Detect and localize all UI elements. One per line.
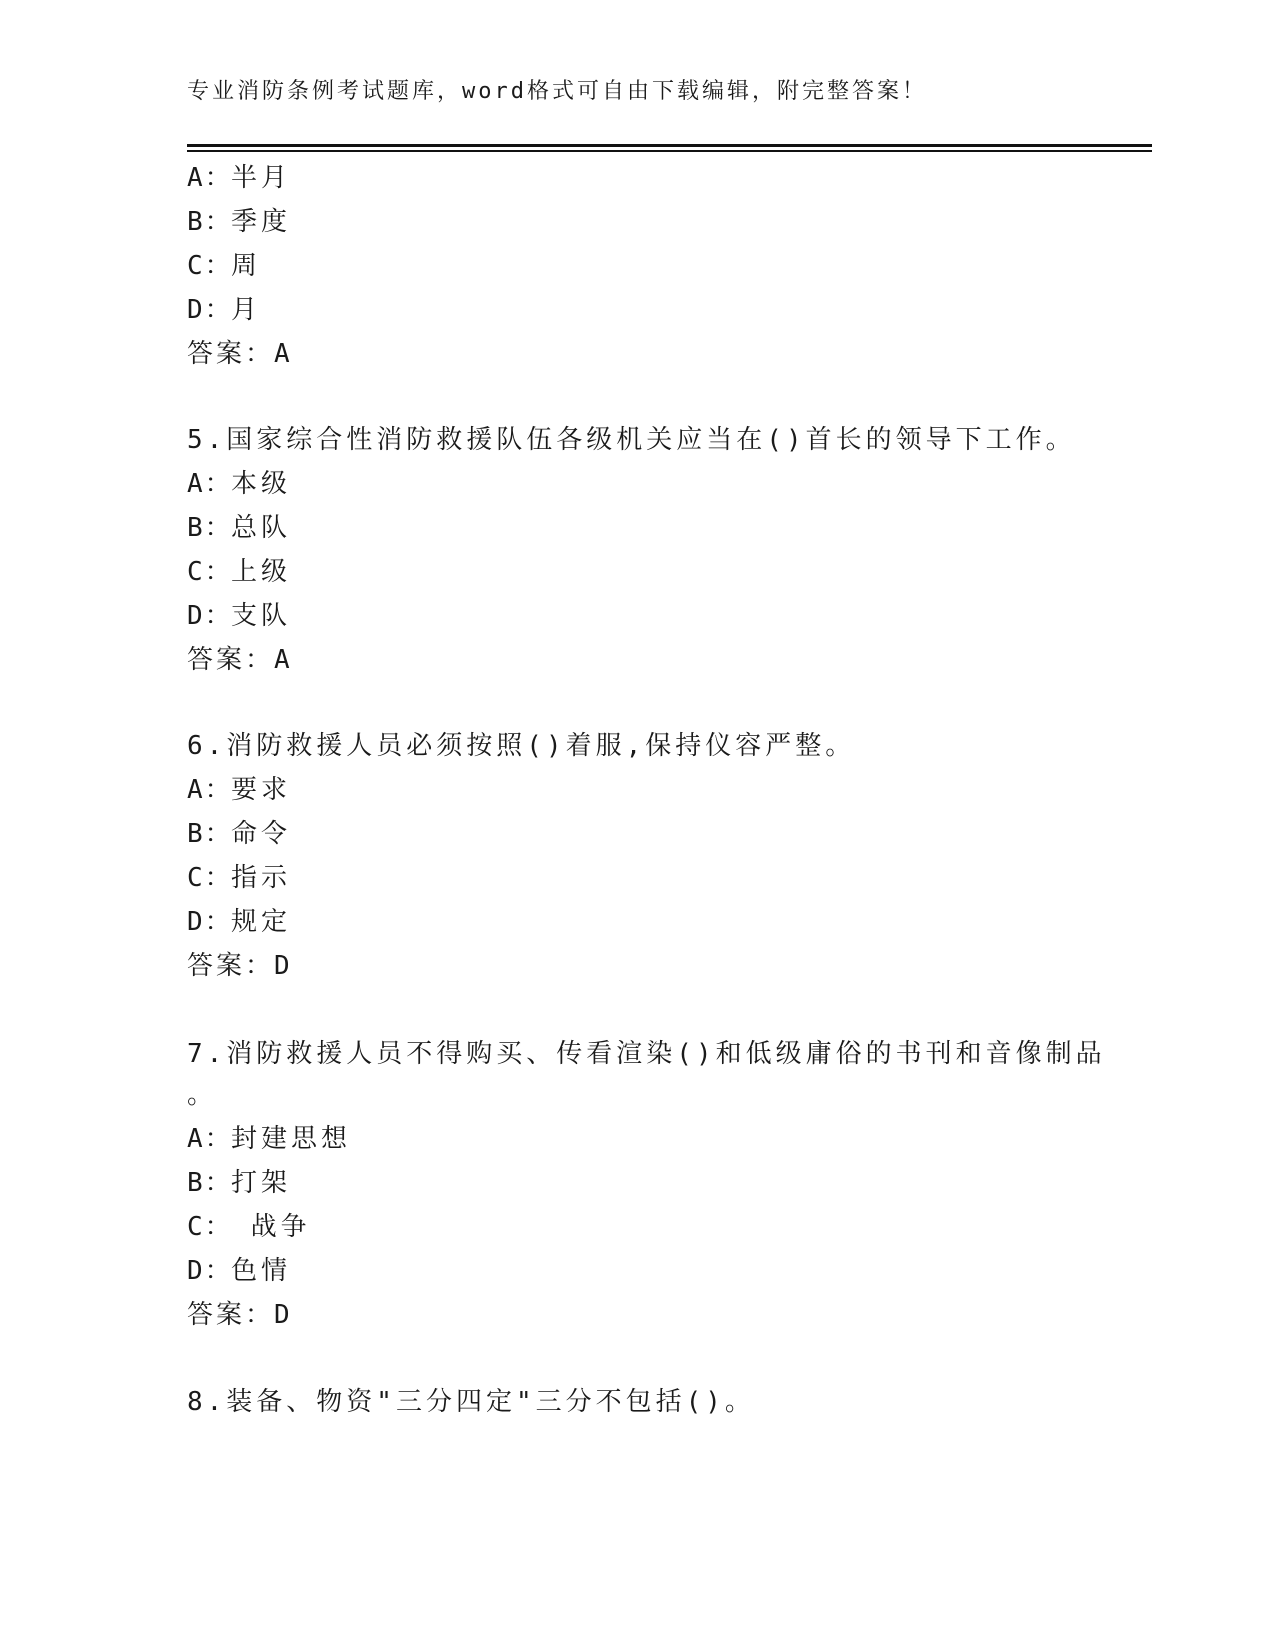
- header-rule-thin: [187, 150, 1152, 152]
- q5-option-b: B：总队: [187, 513, 292, 543]
- header-rule-thick: [187, 144, 1152, 147]
- q5-option-a: A：本级: [187, 469, 292, 499]
- q4-option-d: D：月: [187, 295, 262, 325]
- q4-option-b: B：季度: [187, 207, 292, 237]
- q7-option-c: C： 战争: [187, 1212, 311, 1242]
- q7-option-a: A：封建思想: [187, 1124, 352, 1154]
- page-header: 专业消防条例考试题库，word格式可自由下载编辑，附完整答案！: [187, 79, 927, 104]
- q7-answer: 答案：D: [187, 1300, 293, 1330]
- q7-option-b: B：打架: [187, 1168, 292, 1198]
- q5-answer: 答案：A: [187, 645, 293, 675]
- q4-option-c: C：周: [187, 251, 262, 281]
- q7-option-d: D：色情: [187, 1256, 292, 1286]
- q5-question: 5.国家综合性消防救援队伍各级机关应当在()首长的领导下工作。: [187, 425, 1076, 455]
- q7-question-line2: 。: [187, 1080, 218, 1110]
- q6-option-a: A：要求: [187, 775, 292, 805]
- q8-question: 8.装备、物资"三分四定"三分不包括()。: [187, 1387, 755, 1417]
- q7-question-line1: 7.消防救援人员不得购买、传看渲染()和低级庸俗的书刊和音像制品: [187, 1039, 1106, 1069]
- q5-option-d: D：支队: [187, 601, 292, 631]
- q6-option-b: B：命令: [187, 819, 292, 849]
- q6-option-d: D：规定: [187, 907, 292, 937]
- q5-option-c: C：上级: [187, 557, 292, 587]
- q6-answer: 答案：D: [187, 951, 293, 981]
- q6-question: 6.消防救援人员必须按照()着服,保持仪容严整。: [187, 731, 856, 761]
- q4-answer: 答案：A: [187, 339, 293, 369]
- q4-option-a: A：半月: [187, 163, 292, 193]
- q6-option-c: C：指示: [187, 863, 292, 893]
